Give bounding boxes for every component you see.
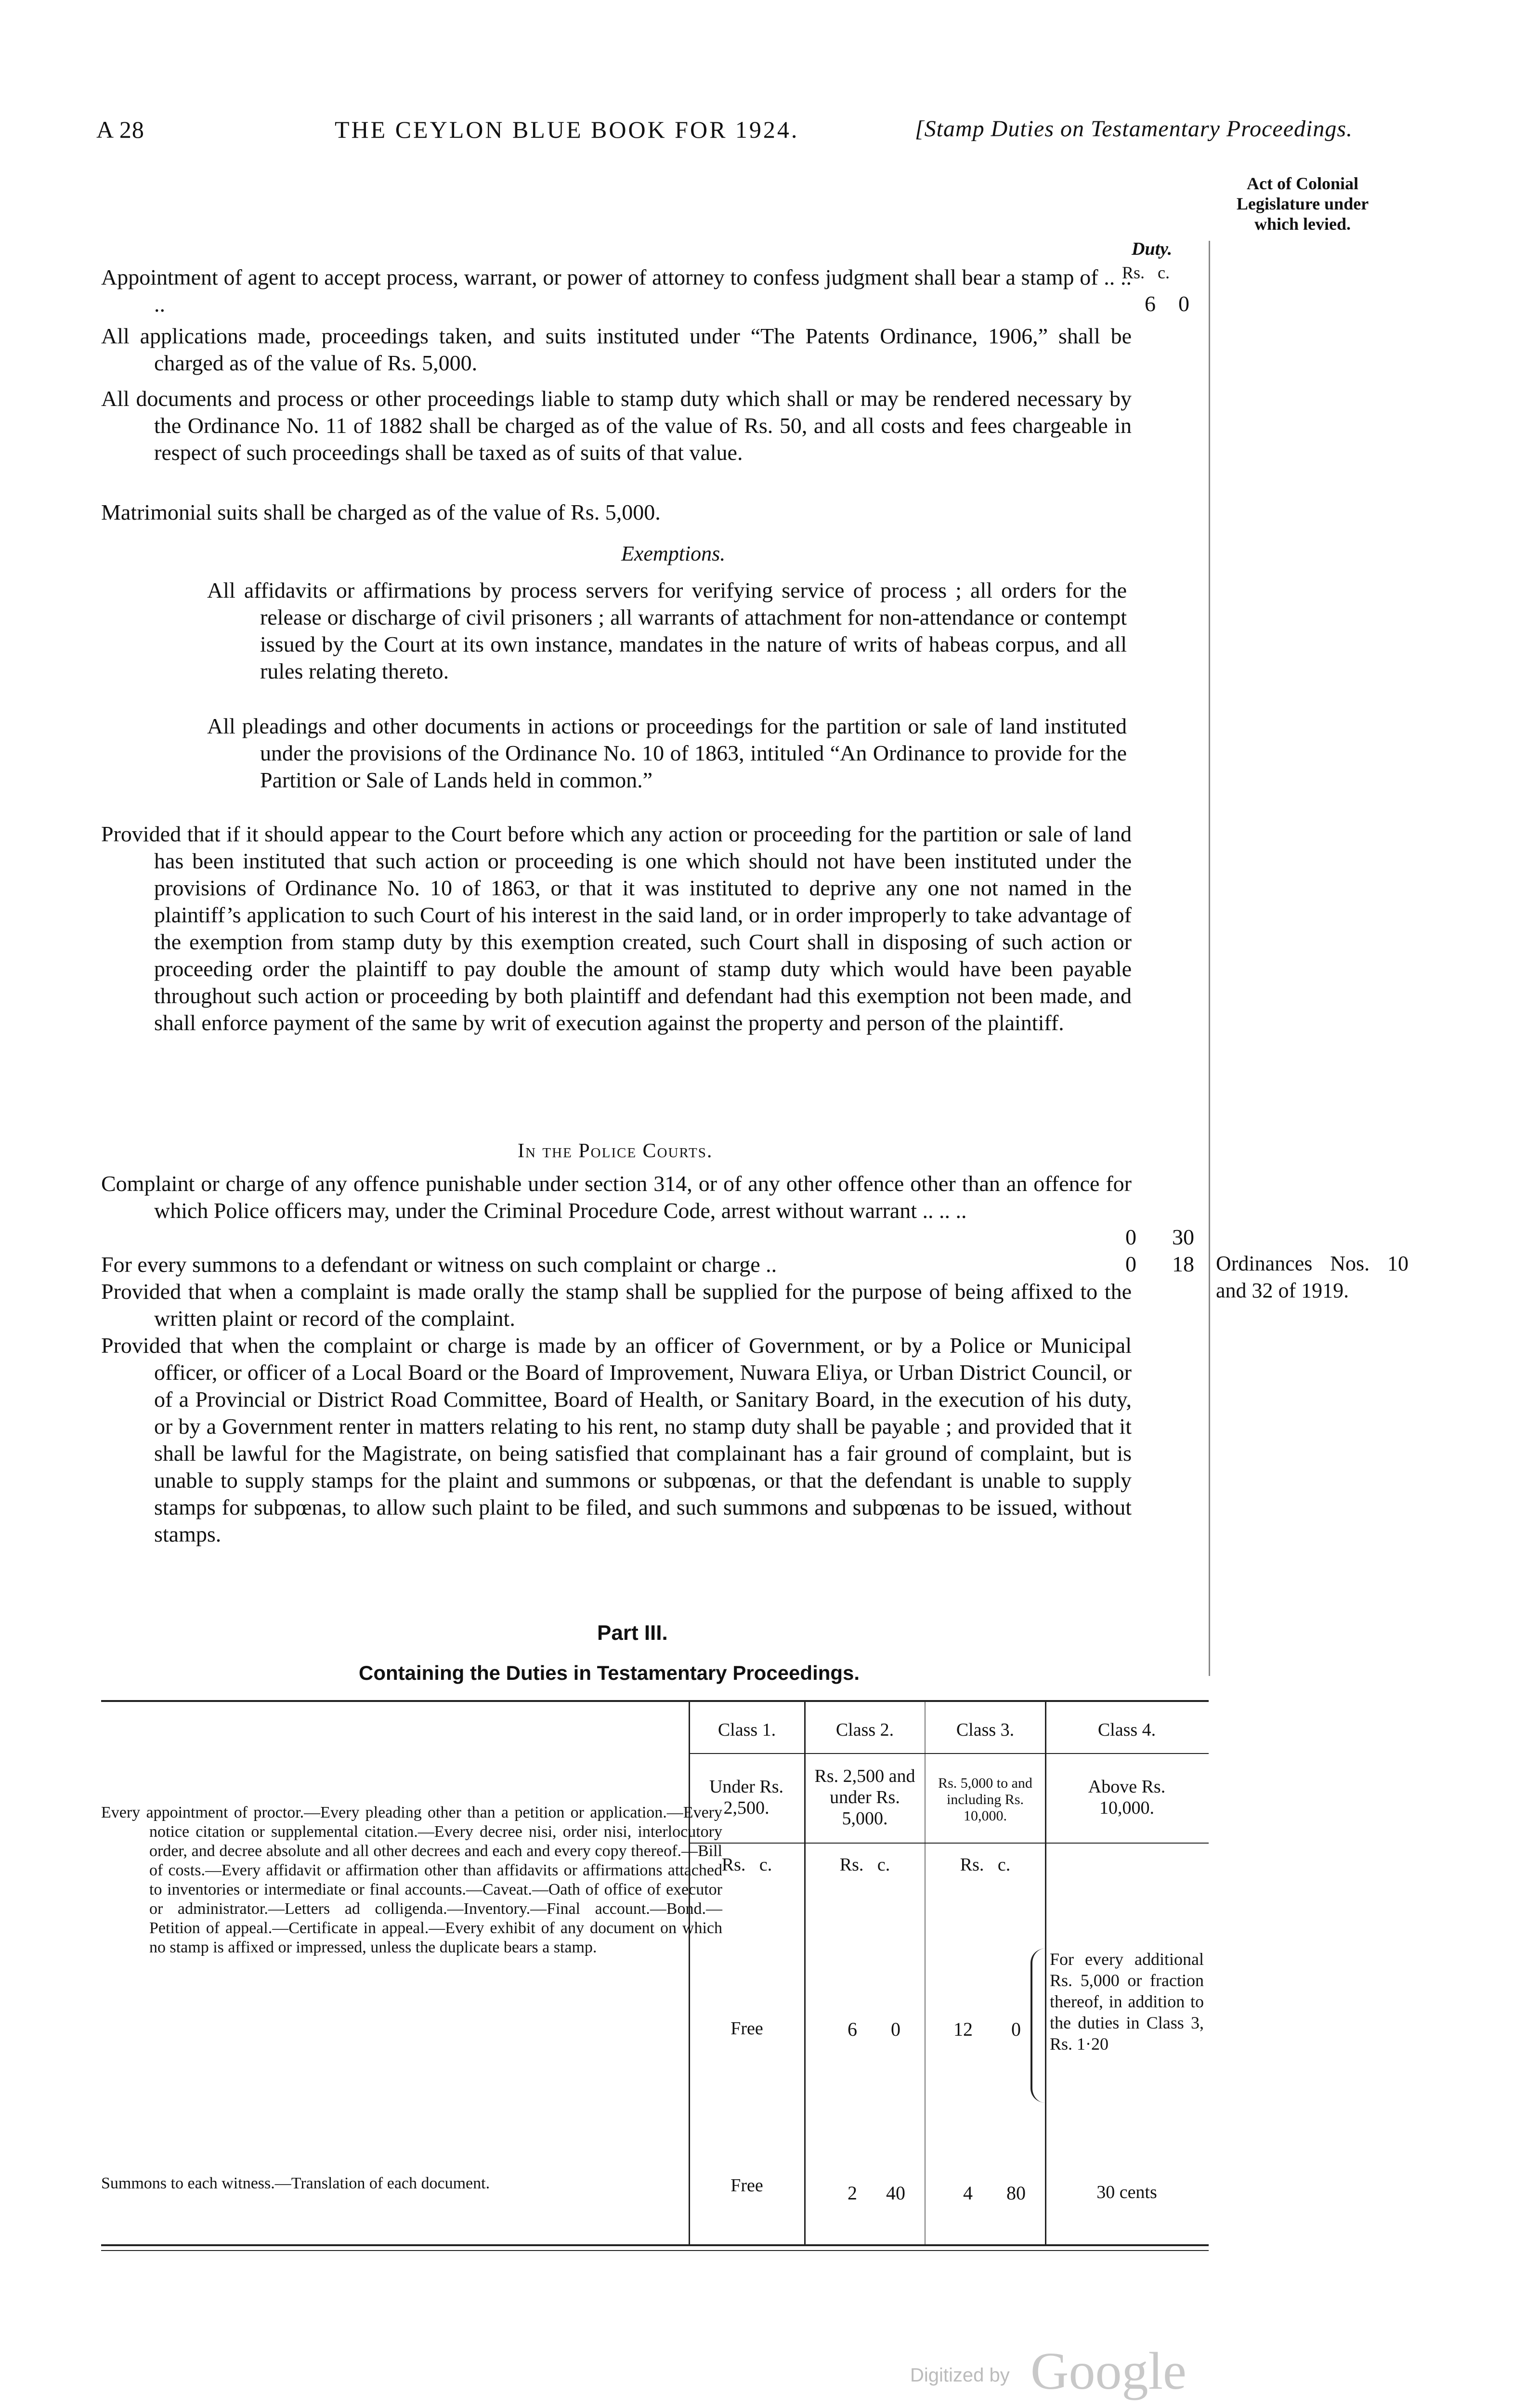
class3-header: Class 3. — [956, 1720, 1015, 1740]
exemption-partition: All pleadings and other documents in actions or proceedings for the partition or sale of land instituted under the provisions of the Ordinance No. 10 of 1863, intituled “An Ordinance to provide for the Partition or Sale of Lands held in common.” — [207, 714, 1127, 792]
table-head-rule-2 — [689, 1843, 1209, 1844]
table-head-rule-1 — [689, 1753, 1209, 1754]
table-top-rule — [101, 1700, 1209, 1702]
duty-units: Rs. c. — [1122, 263, 1170, 282]
class3-units: Rs. c. — [960, 1855, 1011, 1875]
exemption-proviso: Provided that if it should appear to the Court before which any action or proceeding for the partition or sale of land has been instituted that such action or proceeding is one which should not have been instituted under the provisions of Ordinance No. 10 of 1863, or that it was instituted to deprive any one not named in the plaintiff’s application to such Court of his interest in the said land, or in order improperly to take advantage of the exemption from stamp duty by this exemption created, such Court shall in disposing of such action or proceeding order the plaintiff to pay double the amount of stamp duty which would have been payable throughout such action or proceeding by both plaintiff and defendant had this exemption not been made, and shall enforce payment of the same by writ of execution against the property and person of the plaintiff. — [101, 822, 1132, 1035]
class2-units: Rs. c. — [839, 1855, 890, 1875]
digitized-label: Digitized by — [910, 2365, 1010, 2386]
margin-heading: Act of Colonial Legislature under which levied. — [1236, 174, 1369, 234]
running-title: THE CEYLON BLUE BOOK FOR 1924. — [335, 116, 799, 143]
table-row-1-class1: Free — [730, 2018, 763, 2039]
exemptions-title: Exemptions. — [621, 542, 726, 565]
table-row-2-class2-rs: 2 — [848, 2182, 857, 2204]
table-col-rule-2 — [804, 1702, 806, 2244]
table-row-2-class2-c: 40 — [886, 2182, 905, 2204]
class1-range: Under Rs. 2,500. — [709, 1777, 784, 1818]
class1-header: Class 1. — [717, 1720, 776, 1740]
page-number: A 28 — [96, 116, 144, 143]
table-col-rule-1 — [689, 1702, 690, 2244]
item-agent-c: 0 — [1178, 291, 1189, 316]
item-ordinance-1882: All documents and process or other proceedings liable to stamp duty which shall or may be rendered necessary by the Ordinance No. 11 of 1882 shall be charged as of the value of Rs. 50, and all costs and fees chargeable in respect of such proceedings shall be taxed as of suits of that value. — [101, 386, 1132, 465]
police-complaint: Complaint or charge of any offence punishable under section 314, or of any other offence other than an offence for which Police officers may, under the Criminal Procedure Code, arrest without warrant .. .. .. — [101, 1171, 1132, 1223]
class4-range: Above Rs. 10,000. — [1088, 1777, 1166, 1818]
police-proviso-oral: Provided that when a complaint is made orally the stamp shall be supplied for the purpose of being affixed to the written plaint or record of the complaint. — [101, 1279, 1132, 1331]
police-margin-note: Ordinances Nos. 10 and 32 of 1919. — [1216, 1252, 1409, 1302]
section-title: [Stamp Duties on Testamentary Proceedings. — [915, 116, 1353, 142]
table-row-1-class3-rs: 12 — [953, 2018, 973, 2040]
table-row-2-class4: 30 cents — [1096, 2182, 1157, 2202]
exemption-affidavits: All affidavits or affirmations by process servers for verifying service of process ; all orders for the release or discharge of civil prisoners ; all warrants of attachment for non-attendance or contempt issued by the Court at its own instance, mandates in the nature of writs of habeas corpus, and all rules relating thereto. — [207, 578, 1127, 683]
duty-column-rule — [1209, 241, 1210, 1676]
item-agent-appointment: Appointment of agent to accept process, warrant, or power of attorney to confess judgment shall bear a stamp of .. .. .. — [101, 265, 1132, 316]
police-title: In the Police Courts. — [518, 1140, 713, 1162]
duty-head: Duty. — [1132, 239, 1173, 259]
police-proviso-officer: Provided that when the complaint or charge is made by an officer of Government, or by a Police or Municipal officer, or officer of a Local Board or the Board of Improvement, Nuwara Eliya, or Urban District Council, or of a Provincial or District Road Committee, Board of Health, or Sanitary Board, in the execution of his duty, or by a Government renter in matters relating to his rent, no stamp duty shall be payable ; and provided that it shall be lawful for the Magistrate, on being satisfied that complainant has a fair ground of complaint, but is unable to supply stamps for the plaint and summons or subpœnas, or that the defendant is unable to supply stamps for subpœnas, to allow such plaint to be filed, and such summons and subpœnas to be issued, without stamps. — [101, 1333, 1132, 1546]
table-row-2-desc: Summons to each witness.—Translation of each document. — [101, 2174, 490, 2192]
class4-header: Class 4. — [1097, 1720, 1156, 1740]
table-col-rule-4 — [1045, 1702, 1046, 2244]
police-complaint-c: 30 — [1172, 1225, 1194, 1249]
part3-title: Part III. — [597, 1621, 668, 1645]
table-row-1-brace — [1030, 1949, 1045, 2103]
class1-units: Rs. c. — [721, 1855, 772, 1875]
table-col-rule-3 — [925, 1702, 926, 2244]
table-row-2-class3-c: 80 — [1006, 2182, 1026, 2204]
class2-header: Class 2. — [835, 1720, 894, 1740]
police-summons: For every summons to a defendant or witness on such complaint or charge .. — [101, 1252, 777, 1277]
police-summons-c: 18 — [1172, 1252, 1194, 1276]
class2-range: Rs. 2,500 and under Rs. 5,000. — [814, 1766, 915, 1829]
item-matrimonial: Matrimonial suits shall be charged as of the value of Rs. 5,000. — [101, 500, 661, 524]
table-bottom-rule-1 — [101, 2244, 1209, 2246]
table-row-1-class2-c: 0 — [891, 2018, 900, 2040]
table-row-1-class2-rs: 6 — [848, 2018, 857, 2040]
table-row-2-class3-rs: 4 — [963, 2182, 973, 2204]
part3-subtitle: Containing the Duties in Testamentary Proceedings. — [359, 1662, 860, 1684]
class3-range: Rs. 5,000 to and including Rs. 10,000. — [938, 1775, 1032, 1824]
google-logo: Google — [1030, 2342, 1187, 2400]
table-row-2-class1: Free — [730, 2175, 763, 2196]
table-bottom-rule-2 — [101, 2250, 1209, 2251]
table-row-1-class3-c: 0 — [1011, 2018, 1021, 2040]
table-row-1-class4: For every additional Rs. 5,000 or fraction thereof, in addition to the duties in Class 3, Rs. 1·20 — [1050, 1950, 1204, 2054]
table-row-1-desc: Every appointment of proctor.—Every pleading other than a petition or application.—Every notice citation or supplemental citation.—Every decree nisi, order nisi, interlocutory order, and decree absolute and all other decrees and each and every copy thereof.—Bill of costs.—Every affidavit or affirmation other than affidavits or affirmations attached to inventories or intermediate or final accounts.—Caveat.—Oath of office of executor or administrator.—Letters ad colligenda.—Inventory.—Final account.—Bond.—Petition of appeal.—Certificate in appeal.—Every exhibit of any document on which no stamp is affixed or impressed, unless the duplicate bears a stamp. — [101, 1804, 722, 1956]
item-agent-rs: 6 — [1145, 291, 1156, 316]
police-summons-rs: 0 — [1125, 1252, 1136, 1276]
police-complaint-rs: 0 — [1125, 1225, 1136, 1249]
item-patents: All applications made, proceedings taken, and suits instituted under “The Patents Ordinance, 1906,” shall be charged as of the value of Rs. 5,000. — [101, 324, 1132, 375]
